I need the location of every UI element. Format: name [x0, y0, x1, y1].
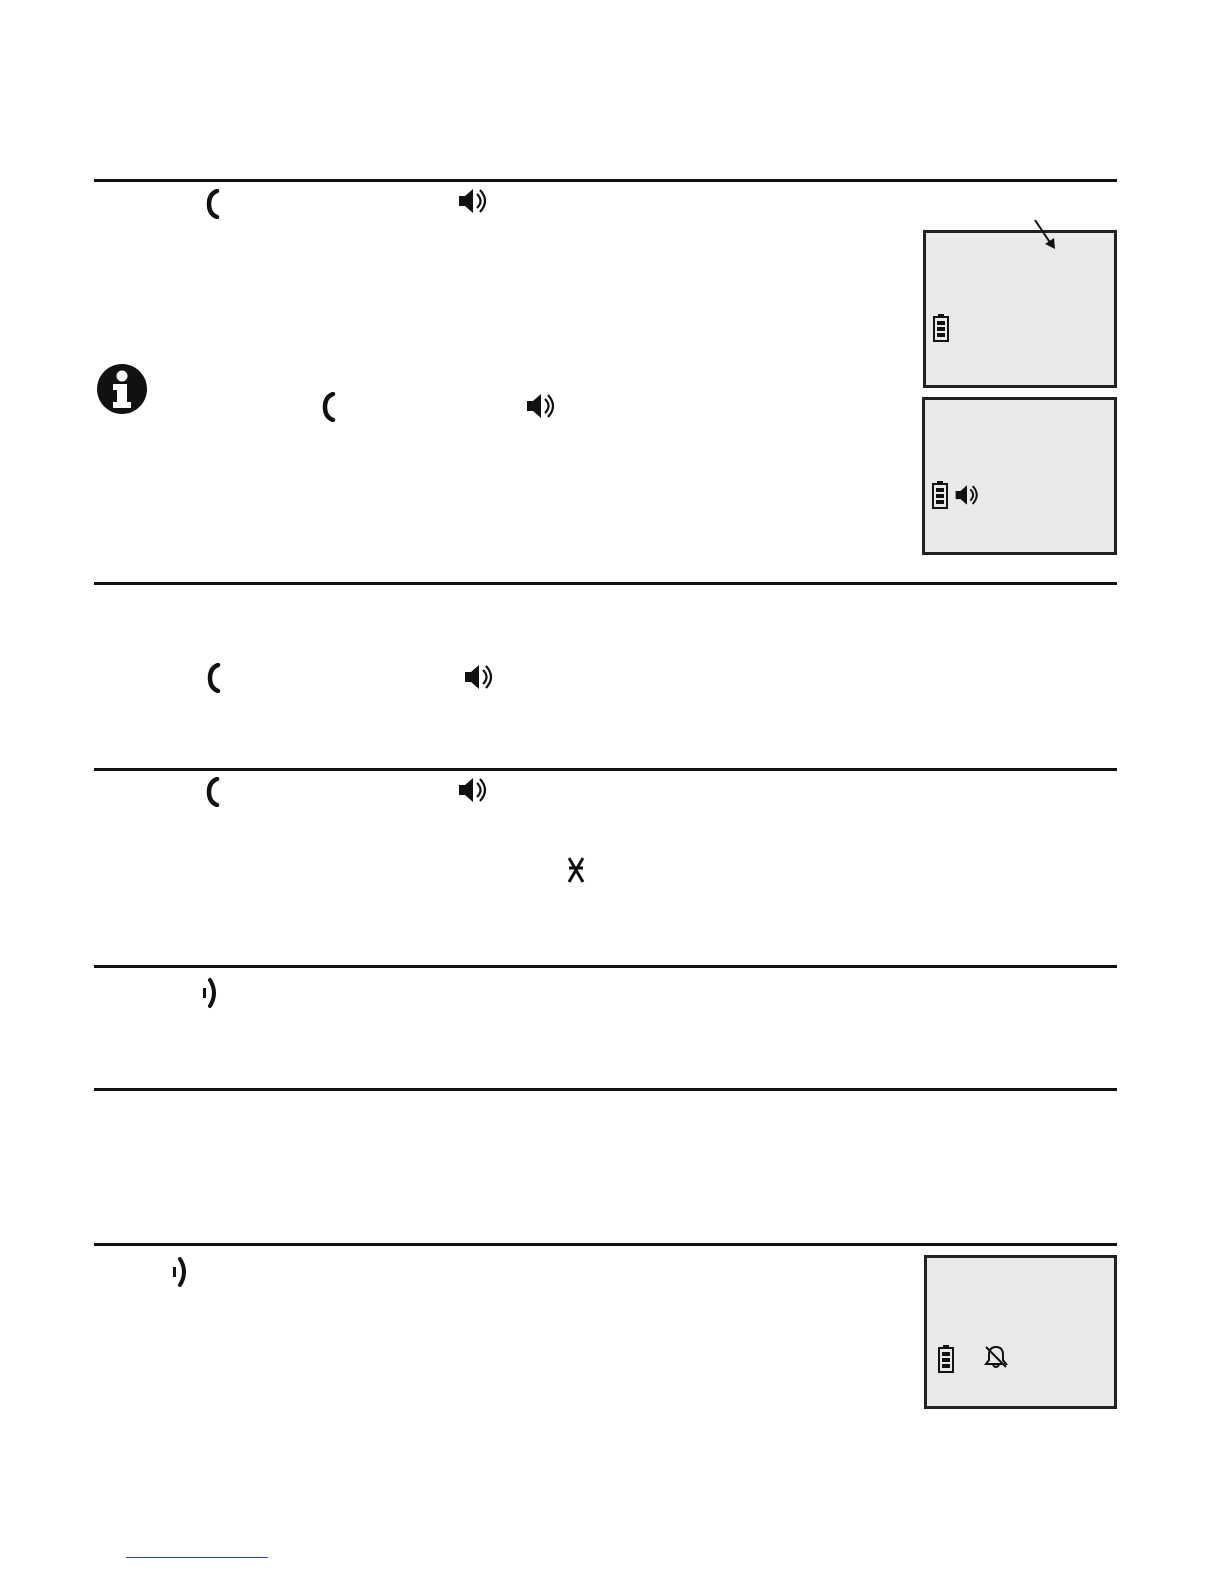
- handset-screen-display: [923, 230, 1117, 388]
- info-icon: [96, 363, 148, 415]
- star-key-icon: [566, 856, 586, 884]
- speaker-icon: [525, 392, 557, 420]
- speaker-icon: [954, 483, 980, 507]
- phone-handset-icon: [206, 189, 220, 219]
- footer-link-underline: [126, 1557, 268, 1558]
- section-divider: [94, 179, 1117, 182]
- phone-handset-icon: [206, 777, 220, 807]
- bell-off-icon: [983, 1344, 1009, 1370]
- handset-screen-display: [922, 397, 1117, 555]
- speaker-icon: [457, 776, 489, 804]
- phone-handset-icon: [207, 663, 221, 693]
- battery-icon: [931, 480, 949, 510]
- volume-icon: [202, 977, 220, 1009]
- section-divider: [94, 965, 1117, 968]
- speaker-icon: [457, 187, 489, 215]
- phone-handset-icon: [322, 392, 336, 422]
- arrow-icon: [1032, 218, 1060, 252]
- volume-icon: [172, 1256, 190, 1288]
- section-divider: [94, 1243, 1117, 1246]
- section-divider: [94, 582, 1117, 585]
- speaker-icon: [463, 663, 495, 691]
- handset-screen-display: [924, 1255, 1117, 1409]
- battery-icon: [937, 1344, 955, 1374]
- section-divider: [94, 1088, 1117, 1091]
- section-divider: [94, 768, 1117, 771]
- battery-icon: [932, 313, 950, 343]
